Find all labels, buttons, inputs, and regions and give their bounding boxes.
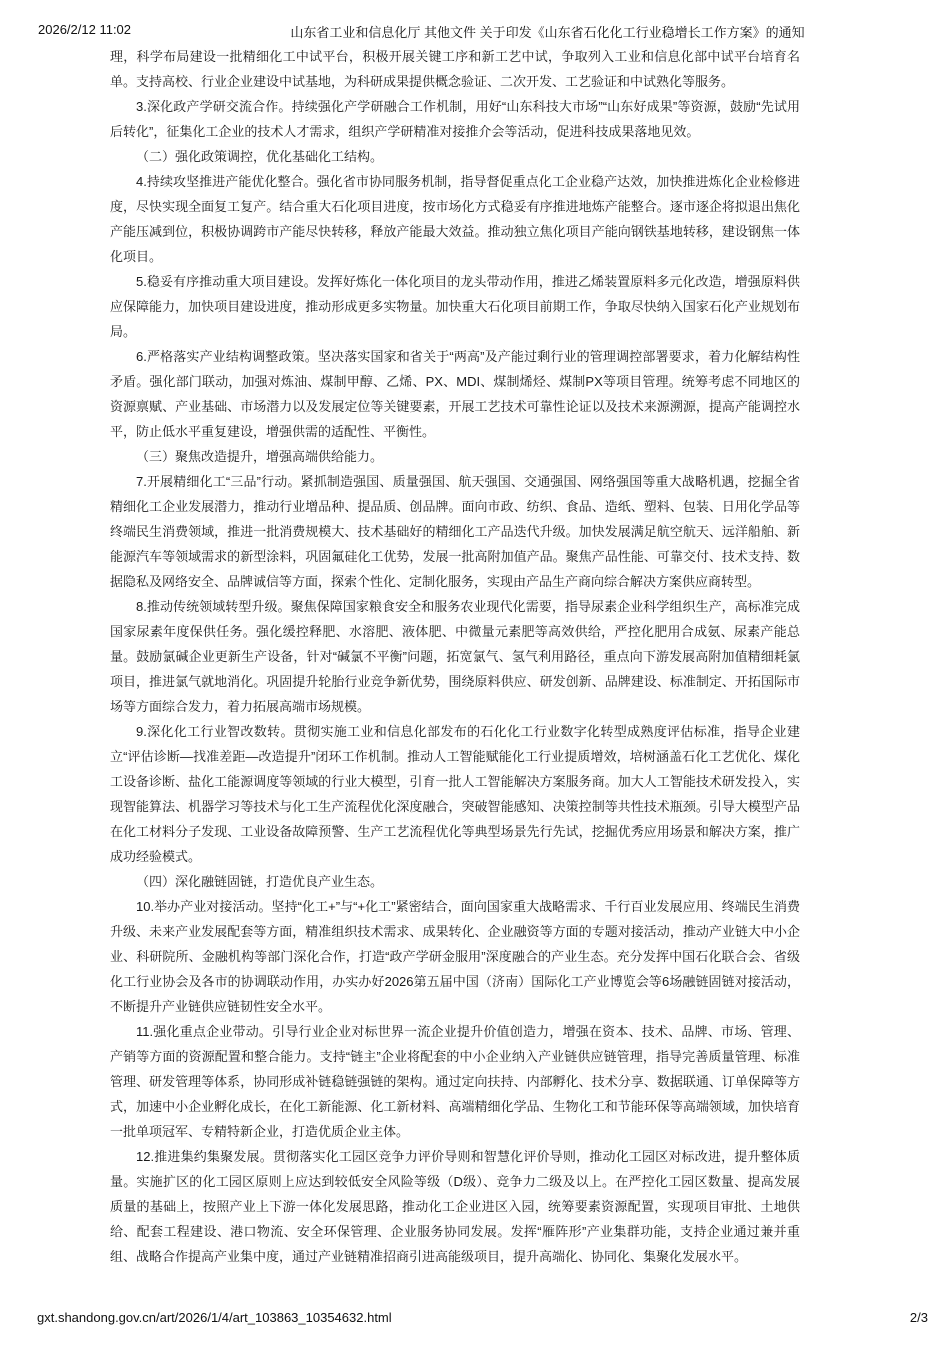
- paragraph-item-9: 9.深化化工行业智改数转。贯彻实施工业和信息化部发布的石化化工行业数字化转型成熟度评估标准，指导企业建立“评估诊断—找准差距—改造提升”闭环工作机制。推动人工智能赋能化工行业提质增效，培树涵盖石化工艺优化、煤化工设备诊断、盐化工能源调度等领域的行业大模型，引育一批人工智能解决方案服务商。加大人工智能技术研发投入，实现智能算法、机器学习等技术与化工生产流程优化深度融合，突破智能感知、决策控制等共性技术瓶颈。引导大模型产品在化工材料分子发现、工业设备故障预警、生产工艺流程优化等典型场景先行先试，挖掘优秀应用场景和解决方案，推广成功经验模式。: [110, 724, 800, 864]
- section-heading-2: （二）强化政策调控，优化基础化工结构。: [136, 149, 384, 164]
- paragraph-item-8: 8.推动传统领域转型升级。聚焦保障国家粮食安全和服务农业现代化需要，指导尿素企业科学组织生产，高标准完成国家尿素年度保供任务。强化缓控释肥、水溶肥、液体肥、中微量元素肥等高效供给，严控化肥用合成氨、尿素产能总量。鼓励氯碱企业更新生产设备，针对“碱氯不平衡”问题，拓宽氯气、氢气利用路径，重点向下游发展高附加值精细耗氯项目，推进氯气就地消化。巩固提升轮胎行业竞争新优势，围绕原料供应、研发创新、品牌建设、标准制定、开拓国际市场等方面综合发力，着力拓展高端市场规模。: [110, 599, 800, 714]
- document-body: [110, 44, 800, 1269]
- source-url: gxt.shandong.gov.cn/art/2026/1/4/art_103863_10354632.html: [37, 1310, 392, 1325]
- paragraph-item-4: 4.持续攻坚推进产能优化整合。强化省市协同服务机制，指导督促重点化工企业稳产达效，加快推进炼化企业检修进度，尽快实现全面复工复产。结合重大石化项目进度，按市场化方式稳妥有序推进地炼产能整合。逐市逐企将拟退出焦化产能压减到位，积极协调跨市产能尽快转移，释放产能最大效益。推动独立焦化项目产能向钢铁基地转移，建设钢焦一体化项目。: [110, 174, 800, 264]
- print-footer: [0, 1310, 950, 1328]
- document-title: 山东省工业和信息化厅 其他文件 关于印发《山东省石化化工行业稳增长工作方案》的通知: [290, 25, 805, 40]
- paragraph-item-12: 12.推进集约集聚发展。贯彻落实化工园区竞争力评价导则和智慧化评价导则，推动化工园区对标改进，提升整体质量。实施扩区的化工园区原则上应达到较低安全风险等级（D级）、竞争力二级及以上。在严控化工园区数量、提高发展质量的基础上，按照产业上下游一体化发展思路，推动化工企业进区入园，统筹要素资源配置，实现项目审批、土地供给、配套工程建设、港口物流、安全环保管理、企业服务协同发展。发挥“雁阵形”产业集群功能，支持企业通过兼并重组、战略合作提高产业集中度，通过产业链精准招商引进高能级项目，提升高端化、协同化、集聚化发展水平。: [110, 1149, 800, 1264]
- paragraph-item-3: 3.深化政产学研交流合作。持续强化产学研融合工作机制，用好“山东科技大市场”“山东好成果”等资源，鼓励“先试用后转化”，征集化工企业的技术人才需求，组织产学研精准对接推介会等活动，促进科技成果落地见效。: [110, 99, 800, 139]
- paragraph-item-5: 5.稳妥有序推动重大项目建设。发挥好炼化一体化项目的龙头带动作用，推进乙烯装置原料多元化改造，增强原料供应保障能力，加快项目建设进度，推动形成更多实物量。加快重大石化项目前期工作，争取尽快纳入国家石化产业规划布局。: [110, 274, 800, 339]
- print-header: [0, 22, 950, 40]
- section-heading-3: （三）聚焦改造提升，增强高端供给能力。: [136, 449, 384, 464]
- paragraph-item-11: 11.强化重点企业带动。引导行业企业对标世界一流企业提升价值创造力，增强在资本、技术、品牌、市场、管理、产销等方面的资源配置和整合能力。支持“链主”企业将配套的中小企业纳入产业链供应链管理，指导完善质量管理、标准管理、研发管理等体系，协同形成补链稳链强链的架构。通过定向扶持、内部孵化、技术分享、数据联通、订单保障等方式，加速中小企业孵化成长，在化工新能源、化工新材料、高端精细化学品、生物化工和节能环保等高端领域，加快培育一批单项冠军、专精特新企业，打造优质企业主体。: [110, 1024, 800, 1139]
- section-heading-4: （四）深化融链固链，打造优良产业生态。: [136, 874, 384, 889]
- print-datetime: 2026/2/12 11:02: [38, 22, 132, 37]
- paragraph-item-6: 6.严格落实产业结构调整政策。坚决落实国家和省关于“两高”及产能过剩行业的管理调控部署要求，着力化解结构性矛盾。强化部门联动，加强对炼油、煤制甲醇、乙烯、PX、MDI、煤制烯烃、煤制PX等项目管理。统筹考虑不同地区的资源禀赋、产业基础、市场潜力以及发展定位等关键要素，开展工艺技术可靠性论证以及技术来源溯源，提高产能调控水平，防止低水平重复建设，增强供需的适配性、平衡性。: [110, 349, 800, 439]
- paragraph-item-7: 7.开展精细化工“三品”行动。紧抓制造强国、质量强国、航天强国、交通强国、网络强国等重大战略机遇，挖掘全省精细化工企业发展潜力，推动行业增品种、提品质、创品牌。面向市政、纺织、食品、造纸、塑料、包装、日用化学品等终端民生消费领域，推进一批消费规模大、技术基础好的精细化工产品迭代升级。加快发展满足航空航天、远洋船舶、新能源汽车等领域需求的新型涂料，巩固氟硅化工优势，发展一批高附加值产品。聚焦产品性能、可靠交付、技术支持、数据隐私及网络安全、品牌诚信等方面，探索个性化、定制化服务，实现由产品生产商向综合解决方案供应商转型。: [110, 474, 800, 589]
- continued-paragraph: 理，科学布局建设一批精细化工中试平台，积极开展关键工序和新工艺中试，争取列入工业和信息化部中试平台培育名单。支持高校、行业企业建设中试基地，为科研成果提供概念验证、二次开发、工艺验证和中试熟化等服务。: [110, 49, 800, 89]
- paragraph-item-10: 10.举办产业对接活动。坚持“化工+”与“+化工”紧密结合，面向国家重大战略需求、千行百业发展应用、终端民生消费升级、未来产业发展配套等方面，精准组织技术需求、成果转化、企业融资等方面的专题对接活动，推动产业链大中小企业、科研院所、金融机构等部门深化合作，打造“政产学研金服用”深度融合的产业生态。充分发挥中国石化联合会、省级化工行业协会及各市的协调联动作用，办实办好2026第五届中国（济南）国际化工产业博览会等6场融链固链对接活动，不断提升产业链供应链韧性安全水平。: [110, 899, 800, 1014]
- page-number: 2/3: [909, 1310, 928, 1325]
